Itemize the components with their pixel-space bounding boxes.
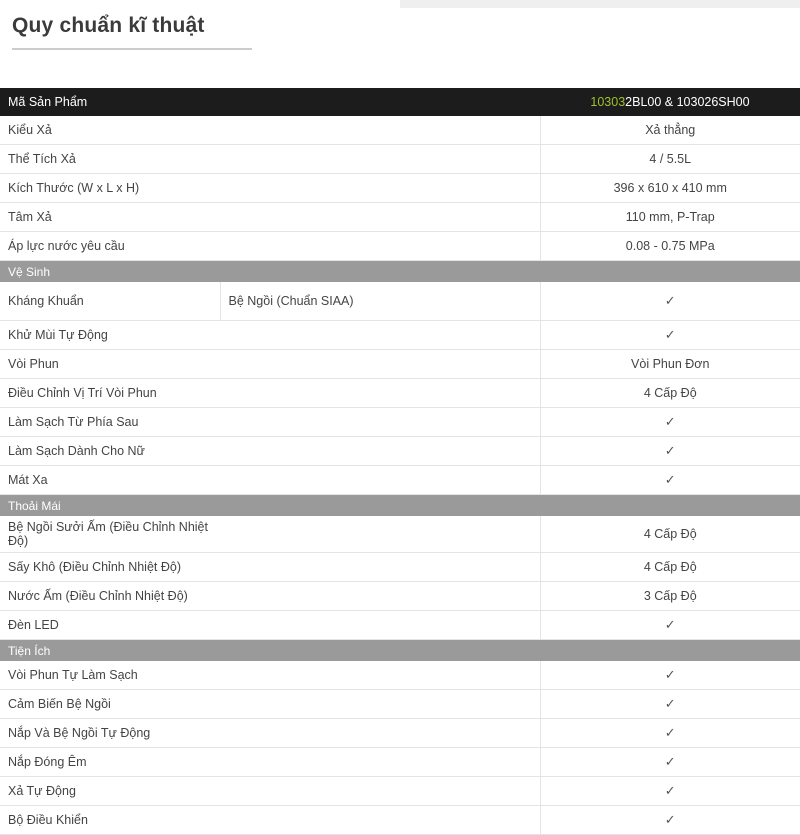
row-sublabel (220, 777, 540, 806)
table-row (0, 174, 800, 203)
row-value: 110 mm, P-Trap (540, 203, 800, 232)
row-check-icon (540, 408, 800, 437)
row-sublabel (220, 174, 540, 203)
row-sublabel (220, 145, 540, 174)
title-underline (12, 48, 252, 50)
row-sublabel (220, 466, 540, 495)
table-row (0, 553, 800, 582)
row-label: Điều Chỉnh Vị Trí Vòi Phun (0, 379, 220, 408)
header-spacer (220, 88, 540, 116)
row-sublabel (220, 611, 540, 640)
row-label: Kiểu Xả (0, 116, 220, 145)
row-label: Bộ Điều Khiển (0, 806, 220, 835)
section-label: Thoải Mái (0, 495, 220, 517)
row-value: 4 Cấp Độ (540, 553, 800, 582)
row-label: Làm Sạch Từ Phía Sau (0, 408, 220, 437)
row-check-icon (540, 437, 800, 466)
check-icon: ✓ (664, 812, 676, 827)
row-value: 0.08 - 0.75 MPa (540, 232, 800, 261)
check-icon: ✓ (664, 414, 676, 429)
row-label: Kích Thước (W x L x H) (0, 174, 220, 203)
row-sublabel (220, 232, 540, 261)
row-check-icon (540, 661, 800, 690)
check-icon: ✓ (664, 443, 676, 458)
row-label: Bệ Ngồi Sưởi Ấm (Điều Chỉnh Nhiệt Độ) (0, 516, 220, 553)
check-icon: ✓ (664, 293, 676, 308)
row-check-icon (540, 321, 800, 350)
check-icon: ✓ (664, 725, 676, 740)
row-check-icon (540, 466, 800, 495)
table-row (0, 116, 800, 145)
product-code-highlight: 10303 (590, 95, 626, 109)
row-value: 4 Cấp Độ (540, 379, 800, 408)
row-value: 4 Cấp Độ (540, 516, 800, 553)
table-section-row (0, 261, 800, 283)
row-label: Thể Tích Xả (0, 145, 220, 174)
row-sublabel (220, 516, 540, 553)
row-sublabel (220, 690, 540, 719)
row-check-icon (540, 719, 800, 748)
table-row (0, 379, 800, 408)
row-check-icon (540, 282, 800, 321)
row-sublabel (220, 437, 540, 466)
row-sublabel (220, 748, 540, 777)
row-label: Cảm Biến Bệ Ngồi (0, 690, 220, 719)
row-value: Vòi Phun Đơn (540, 350, 800, 379)
row-value: 4 / 5.5L (540, 145, 800, 174)
specification-table (0, 88, 800, 835)
row-label: Nắp Và Bệ Ngồi Tự Động (0, 719, 220, 748)
row-check-icon (540, 748, 800, 777)
row-sublabel (220, 379, 540, 408)
row-label: Tâm Xả (0, 203, 220, 232)
row-sublabel (220, 203, 540, 232)
product-code-rest: 2BL00 & 103026SH00 (625, 95, 750, 109)
table-row (0, 408, 800, 437)
section-filler (220, 640, 540, 662)
table-section-row (0, 640, 800, 662)
check-icon: ✓ (664, 327, 676, 342)
row-label: Đèn LED (0, 611, 220, 640)
table-row (0, 437, 800, 466)
row-check-icon (540, 611, 800, 640)
row-sublabel: Bệ Ngồi (Chuẩn SIAA) (220, 282, 540, 321)
row-sublabel (220, 408, 540, 437)
section-filler (540, 495, 800, 517)
table-row (0, 232, 800, 261)
table-row (0, 145, 800, 174)
section-filler (540, 261, 800, 283)
row-check-icon (540, 690, 800, 719)
table-row (0, 350, 800, 379)
check-icon: ✓ (664, 754, 676, 769)
row-sublabel (220, 116, 540, 145)
table-row (0, 282, 800, 321)
table-section-row (0, 495, 800, 517)
row-check-icon (540, 806, 800, 835)
table-row (0, 611, 800, 640)
row-sublabel (220, 582, 540, 611)
row-label: Nắp Đóng Êm (0, 748, 220, 777)
section-filler (540, 640, 800, 662)
row-value: 3 Cấp Độ (540, 582, 800, 611)
row-sublabel (220, 553, 540, 582)
section-label: Tiện Ích (0, 640, 220, 662)
row-check-icon (540, 777, 800, 806)
table-row (0, 777, 800, 806)
row-value: 396 x 610 x 410 mm (540, 174, 800, 203)
check-icon: ✓ (664, 696, 676, 711)
row-label: Nước Ấm (Điều Chỉnh Nhiệt Độ) (0, 582, 220, 611)
row-sublabel (220, 661, 540, 690)
check-icon: ✓ (664, 472, 676, 487)
table-row (0, 806, 800, 835)
header-label: Mã Sản Phẩm (0, 88, 220, 116)
table-row (0, 661, 800, 690)
table-row (0, 466, 800, 495)
check-icon: ✓ (664, 667, 676, 682)
row-sublabel (220, 806, 540, 835)
row-label: Vòi Phun Tự Làm Sạch (0, 661, 220, 690)
section-filler (220, 495, 540, 517)
table-row (0, 690, 800, 719)
row-sublabel (220, 350, 540, 379)
row-value: Xả thẳng (540, 116, 800, 145)
section-filler (220, 261, 540, 283)
section-label: Vệ Sinh (0, 261, 220, 283)
header-product-code (540, 88, 800, 116)
table-row (0, 719, 800, 748)
table-row (0, 748, 800, 777)
table-row (0, 582, 800, 611)
check-icon: ✓ (664, 783, 676, 798)
table-header-row (0, 88, 800, 116)
page-title: Quy chuẩn kĩ thuật (12, 14, 205, 37)
row-label: Sấy Khô (Điều Chỉnh Nhiệt Độ) (0, 553, 220, 582)
row-sublabel (220, 719, 540, 748)
row-label: Làm Sạch Dành Cho Nữ (0, 437, 220, 466)
check-icon: ✓ (664, 617, 676, 632)
table-row (0, 516, 800, 553)
row-label: Xả Tự Động (0, 777, 220, 806)
table-row (0, 321, 800, 350)
row-label: Áp lực nước yêu cầu (0, 232, 220, 261)
row-label: Kháng Khuẩn (0, 282, 220, 321)
row-sublabel (220, 321, 540, 350)
row-label: Khử Mùi Tự Động (0, 321, 220, 350)
row-label: Mát Xa (0, 466, 220, 495)
table-row (0, 203, 800, 232)
specification-table-body (0, 88, 800, 835)
top-decorative-strip (400, 0, 800, 8)
row-label: Vòi Phun (0, 350, 220, 379)
